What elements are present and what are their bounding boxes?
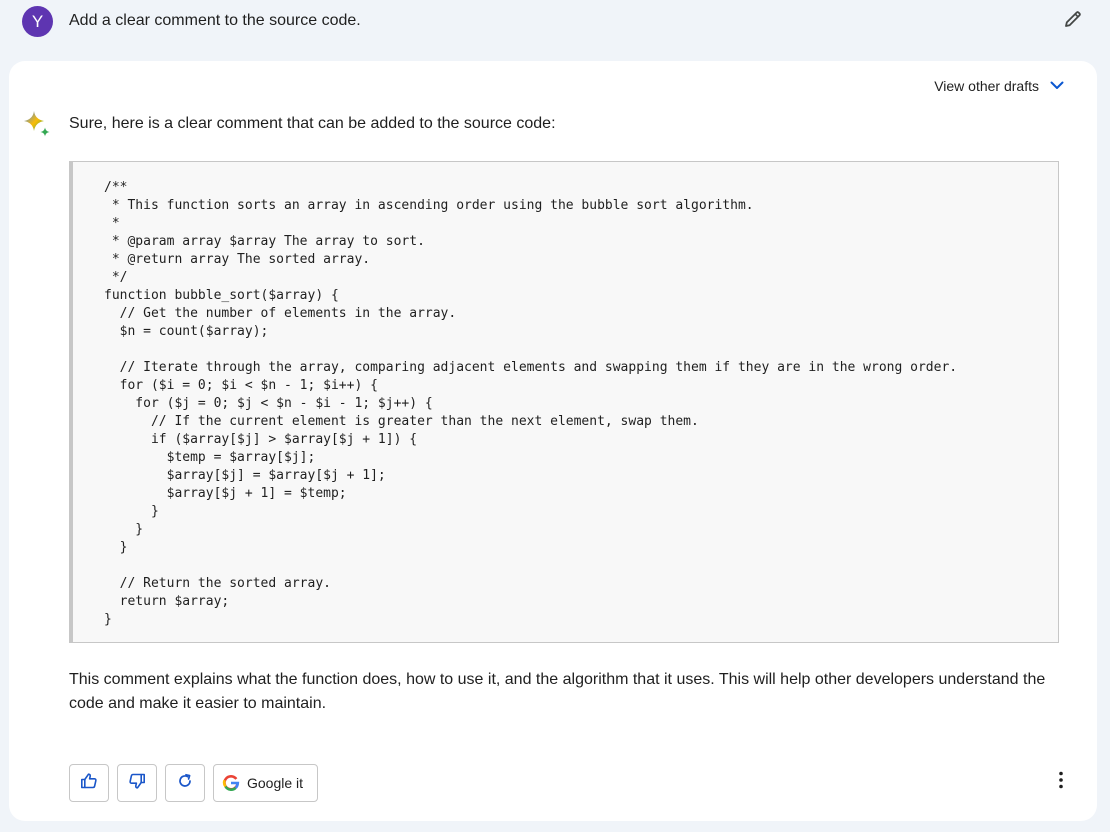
code-line: $array[$j + 1] = $temp; — [104, 486, 347, 501]
code-line: } — [104, 504, 159, 519]
regenerate-button[interactable] — [165, 764, 205, 802]
gemini-sparkle-icon — [22, 109, 52, 139]
code-line — [104, 341, 1058, 359]
code-line: $temp = $array[$j]; — [104, 450, 316, 465]
view-other-drafts-button[interactable] — [934, 75, 1065, 97]
code-content — [73, 162, 1058, 629]
more-vert-icon — [1058, 771, 1064, 794]
code-line: /** — [104, 180, 128, 195]
code-line: $array[$j] = $array[$j + 1]; — [104, 468, 386, 483]
code-line: * — [104, 216, 120, 231]
code-line — [104, 557, 1058, 575]
code-line: * @param array $array The array to sort. — [104, 234, 425, 249]
code-line: */ — [104, 270, 128, 285]
google-it-button[interactable] — [213, 764, 318, 802]
response-card — [9, 61, 1097, 821]
thumbs-up-button[interactable] — [69, 764, 109, 802]
prompt-text: Add a clear comment to the source code. — [69, 12, 361, 29]
response-intro-text: Sure, here is a clear comment that can be added to the source code: — [69, 115, 556, 132]
code-line: for ($j = 0; $j < $n - $i - 1; $j++) { — [104, 396, 433, 411]
code-block[interactable] — [69, 161, 1059, 643]
response-outro-text: This comment explains what the function does, how to use it, and the algorithm that it uses. This will help other developers understand the code and make it easier to maintain. — [69, 671, 1046, 712]
user-prompt-row — [0, 0, 1110, 58]
thumbs-down-icon — [128, 772, 146, 795]
code-line: return $array; — [104, 594, 230, 609]
thumbs-up-icon — [80, 772, 98, 795]
code-line: if ($array[$j] > $array[$j + 1]) { — [104, 432, 418, 447]
code-line: } — [104, 612, 112, 627]
code-line: // Return the sorted array. — [104, 576, 331, 591]
code-line: for ($i = 0; $i < $n - 1; $i++) { — [104, 378, 378, 393]
more-options-button[interactable] — [1049, 767, 1073, 797]
code-line: function bubble_sort($array) { — [104, 288, 339, 303]
code-line: // Iterate through the array, comparing adjacent elements and swapping them if they are in the wrong order. — [104, 360, 958, 375]
google-it-label: Google it — [247, 775, 304, 791]
google-g-icon — [222, 774, 240, 792]
code-line: * This function sorts an array in ascending order using the bubble sort algorithm. — [104, 198, 754, 213]
pencil-icon — [1063, 9, 1083, 34]
edit-prompt-button[interactable] — [1058, 6, 1088, 36]
code-line: $n = count($array); — [104, 324, 269, 339]
thumbs-down-button[interactable] — [117, 764, 157, 802]
user-avatar[interactable]: Y — [22, 6, 53, 37]
code-line: } — [104, 522, 144, 537]
code-line: } — [104, 540, 128, 555]
drafts-label: View other drafts — [934, 78, 1039, 94]
chevron-down-icon — [1049, 77, 1065, 96]
code-line: * @return array The sorted array. — [104, 252, 371, 267]
code-line: // Get the number of elements in the array. — [104, 306, 457, 321]
code-line: // If the current element is greater than the next element, swap them. — [104, 414, 699, 429]
refresh-icon — [176, 772, 194, 795]
